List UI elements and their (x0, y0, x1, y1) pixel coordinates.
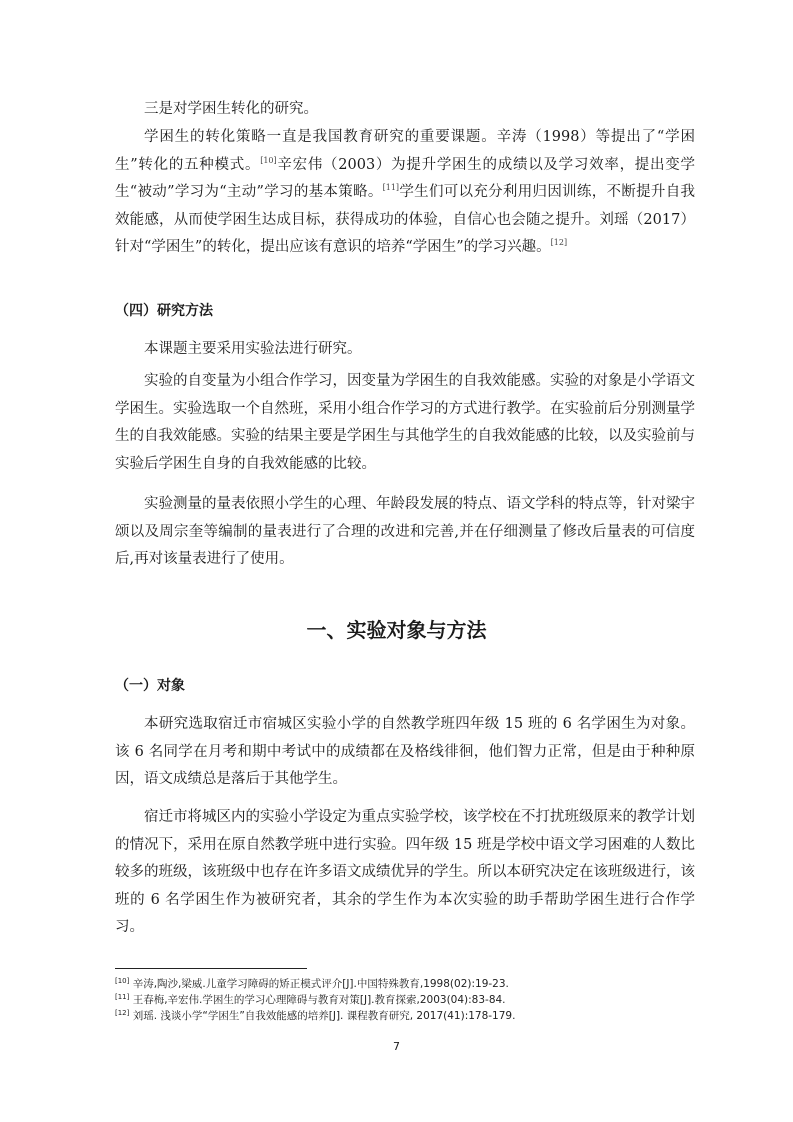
paragraph-experiment-variables: 实验的自变量为小组合作学习，因变量为学困生的自我效能感。实验的对象是小学语文学困生。实验选取一个自然班，采用小组合作学习的方式进行教学。在实验前后分别测量学生的自我效能感。实验的结果主要是学困生与其他学生的自我效能感的比较，以及实验前与实验后学困生自身的自我效能感的比较。 (115, 373, 695, 472)
footnote-text: 辛涛,陶沙,梁威.儿童学习障碍的矫正模式评介[J].中国特殊教育,1998(02):19-23. (132, 978, 509, 990)
paragraph-subjects-selection: 本研究选取宿迁市宿城区实验小学的自然教学班四年级 15 班的 6 名学困生为对象。该 6 名同学在月考和期中考试中的成绩都在及格线徘徊，他们智力正常，但是由于种种原因，语文成绩总是落后于其他学生。 (115, 716, 695, 787)
footnote-10 (115, 976, 715, 992)
paragraph-text-part-a: 学困生的转化策略一直是我国教育研究的重要课题。辛涛（1998）等提出了“学困生”转化的五种模式。 (115, 129, 695, 173)
paragraph-intro-three: 三是对学困生转化的研究。 (144, 101, 318, 117)
footnote-text: 王春梅,辛宏伟.学困生的学习心理障碍与教育对策[J].教育探索,2003(04):83-84. (132, 994, 506, 1006)
paragraph-experiment-setting: 宿迁市将城区内的实验小学设定为重点实验学校，该学校在不打扰班级原来的教学计划的情况下，采用在原自然教学班中进行实验。四年级 15 班是学校中语文学习困难的人数比较多的班级，该班级中也存在许多语文成绩优异的学生。所以本研究决定在该班级进行，该班的 6 名学困生作为被研究者，其余的学生作为本次实验的助手帮助学困生进行合作学习。 (115, 809, 695, 935)
paragraph-transformation-strategies (115, 124, 695, 262)
paragraph-methods-intro: 本课题主要采用实验法进行研究。 (144, 341, 362, 357)
footnote-mark: [11] (115, 993, 130, 1001)
citation-ref-11[interactable]: [11] (382, 183, 400, 192)
paragraph-text-part-b: 辛宏伟（2003）为提升学困生的成绩以及学习效率，提出变学生“被动”学习为“主动”学习的基本策略。 (115, 156, 695, 200)
subsection-heading-subjects: （一）对象 (115, 678, 185, 694)
chapter-heading: 一、实验对象与方法 (306, 618, 487, 642)
citation-ref-12[interactable]: [12] (550, 238, 568, 247)
footnote-12 (115, 1008, 715, 1024)
section-heading-research-methods: （四）研究方法 (115, 303, 213, 319)
footnote-text: 刘瑶. 浅谈小学“学困生”自我效能感的培养[J]. 课程教育研究, 2017(41):178-179. (132, 1010, 516, 1022)
paragraph-text-part-c: 学生们可以充分利用归因训练，不断提升自我效能感，从而使学困生达成目标，获得成功的体验，自信心也会随之提升。刘瑶（2017）针对“学困生”的转化，提出应该有意识的培养“学困生”的学习兴趣。 (115, 184, 696, 255)
footnote-mark: [12] (115, 1009, 130, 1017)
footnote-separator (115, 968, 307, 969)
footnote-11 (115, 992, 715, 1008)
citation-ref-10[interactable]: [10] (260, 155, 277, 165)
paragraph-measurement-scale: 实验测量的量表依照小学生的心理、年龄段发展的特点、语文学科的特点等，针对梁宇颂以及周宗奎等编制的量表进行了合理的改进和完善,并在仔细测量了修改后量表的可信度后,再对该量表进行了使用。 (115, 496, 695, 567)
footnotes (115, 976, 715, 1024)
footnote-mark: [10] (115, 977, 130, 985)
page-number: 7 (393, 1040, 400, 1053)
